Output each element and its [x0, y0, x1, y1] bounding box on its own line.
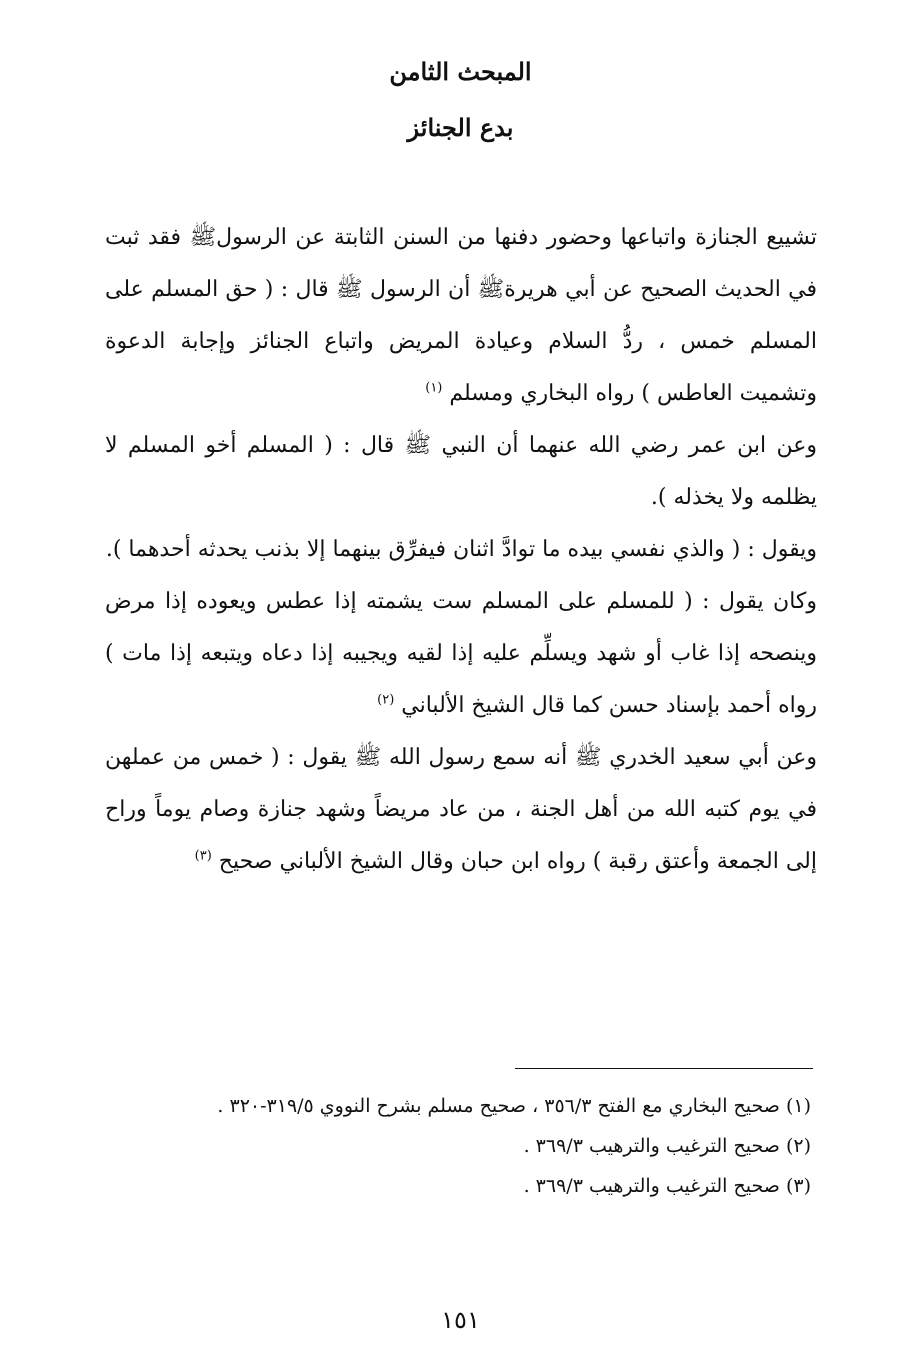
paragraph-text: تشييع الجنازة واتباعها وحضور دفنها من السنن الثابتة عن الرسولﷺ فقد ثبت في الحديث الصحيح عن أبي هريرةﷺ أن الرسول ﷺ قال : ( حق المسلم على المسلم خمس ، ردُّ السلام وعيادة المريض واتباع الجنائز وإجابة الدعوة وتشميت العاطس ) رواه البخاري ومسلم [105, 225, 817, 406]
footnote-item: (١) صحيح البخاري مع الفتح ٣٥٦/٣ ، صحيح مسلم بشرح النووي ٣١٩/٥-٣٢٠ . [217, 1095, 811, 1117]
body-text [105, 212, 817, 888]
section-title: بدع الجنائز [407, 113, 514, 142]
paragraph [105, 732, 817, 888]
paragraph-text: وكان يقول : ( للمسلم على المسلم ست يشمته إذا عطس ويعوده إذا مرض وينصحه إذا غاب أو شهد ويسلِّم عليه إذا لقيه ويجيبه إذا دعاه ويتبعه إذا مات ) رواه أحمد بإسناد حسن كما قال الشيخ الألباني [105, 589, 817, 718]
footnote-divider [515, 1068, 813, 1069]
paragraph-text: وعن أبي سعيد الخدري ﷺ أنه سمع رسول الله ﷺ يقول : ( خمس من عملهن في يوم كتبه الله من أهل الجنة ، من عاد مريضاً وشهد جنازة وصام يوماً وراح إلى الجمعة وأعتق رقبة ) رواه ابن حبان وقال الشيخ الألباني صحيح [105, 745, 817, 874]
footnotes [111, 1086, 811, 1206]
section-heading: المبحث الثامن [389, 57, 532, 86]
paragraph [105, 212, 817, 420]
paragraph [105, 524, 817, 576]
footnote-item: (٣) صحيح الترغيب والترهيب ٣٦٩/٣ . [523, 1175, 811, 1197]
paragraph-text: وعن ابن عمر رضي الله عنهما أن النبي ﷺ قال : ( المسلم أخو المسلم لا يظلمه ولا يخذله ). [105, 433, 817, 510]
paragraph [105, 576, 817, 732]
footnote-reference: (١) [425, 380, 443, 396]
footnote-item: (٢) صحيح الترغيب والترهيب ٣٦٩/٣ . [523, 1135, 811, 1157]
footnote-reference: (٣) [194, 848, 212, 864]
footnote-reference: (٢) [377, 692, 395, 708]
paragraph [105, 420, 817, 524]
page-number: ١٥١ [441, 1306, 480, 1334]
paragraph-text: ويقول : ( والذي نفسي بيده ما توادَّ اثنان فيفرِّق بينهما إلا بذنب يحدثه أحدهما ). [105, 537, 817, 562]
